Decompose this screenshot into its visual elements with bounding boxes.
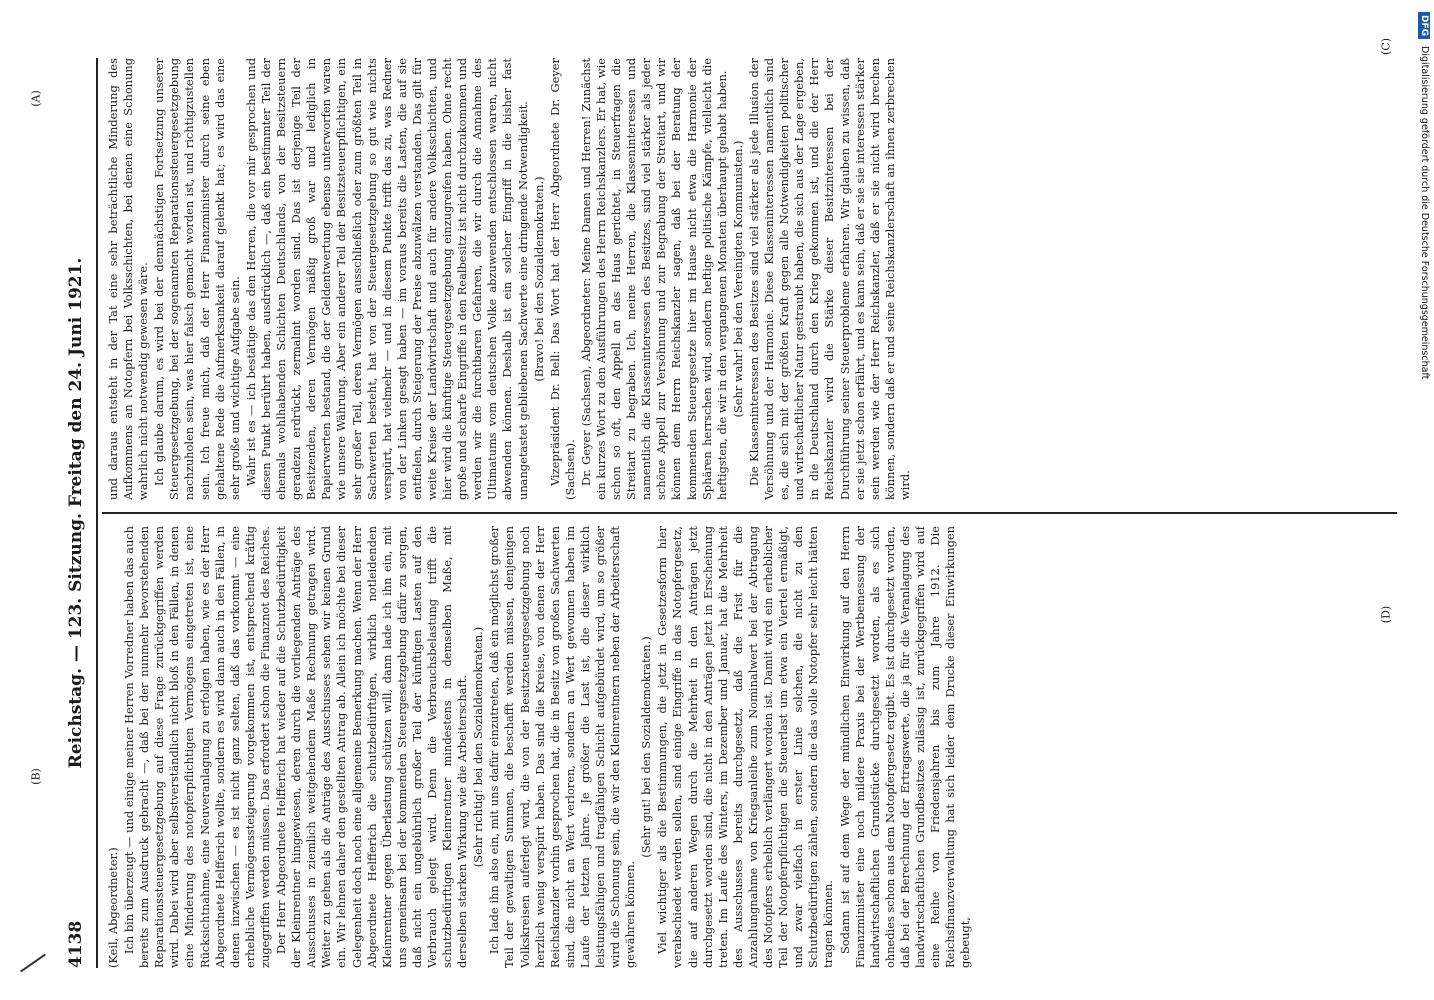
page-header-title: Reichstag. — 123. Sitzung. Freitag den 24. Juni 1921. — [66, 257, 86, 769]
paragraph: und daraus entsteht in der Tat eine sehr beträchtliche Minderung des Aufkommens an Notopfern bei Volksschichten, bei denen eine Schonung wahrlich nicht notwendig gewesen wäre. — [106, 58, 151, 500]
paragraph: Wahr ist es — ich bestätige das den Herren, die vor mir gesprochen und diesen Punkt berührt haben, ausdrücklich —, daß ein bestimmter Teil der ehemals wohlhabenden Schichten Deutschlands, von der Besitzsteuern geradezu erdrückt, zermalmt worden sind. Das ist derjenige Teil der Besitzenden, deren Vermögen mäßig groß war und lediglich in Papierwerten bestand, die der Geldentwertung ebenso unterworfen waren wie unsere Währung. Aber ein anderer Teil der Besitzsteuerpflichtigen, ein sehr großer Teil, deren Vermögen ausschließlich oder zum größten Teil in Sachwerten besteht, hat von der Steuergesetzgebung so gut wie nichts verspürt, hat vielmehr — und in diesem Punkte trifft das zu, was Redner von der Linken gesagt haben — im voraus bereits die Lasten, die auf sie entfielen, durch Steigerung der Preise abzuwälzen verstanden. Das gilt für weite Kreise der Landwirtschaft und auch für andere Volksschichten, und hier wird die künftige Steuergesetzgebung einzugreifen haben. Ohne recht große und scharfe Eingriffe in den Realbesitz ist nicht durchzukommen und werden wir die furchtbaren Gefahren, die wir durch die Annahme des Ultimatums vom deutschen Volke abzuwenden entschlossen waren, nicht abwenden können. Deshalb ist ein solcher Eingriff in die bisher fast unangetastet gebliebenen Sachwerte eine dringende Notwendigkeit. — [243, 58, 530, 500]
digitization-credit — [1418, 12, 1430, 992]
page-number: 4138 — [66, 920, 86, 968]
right-column — [106, 58, 1396, 500]
speaker-tag: (Keil, Abgeordneter.) — [106, 847, 120, 968]
paragraph: Ich bin überzeugt — und einige meiner Herren Vorredner haben das auch bereits zum Ausdruck gebracht —, daß bei der nunmehr bevorstehenden Reparationssteuergesetzgebung auf diese Frage zurückgegriffen werden wird. Dabei wird aber selbstverständlich nicht bloß in den Fällen, in denen eine Minderung des notopferpflichtigen Vermögens eingetreten ist, eine Rücksichtnahme, eine Neuveranlagung zu erfolgen haben, wie es der Herr Abgeordnete Helfferich wollte, sondern es wird dann auch in den Fällen, in denen inzwischen — es ist nicht ganz selten, daß das vorkommt — eine erhebliche Vermögenssteigerung vorgekommen ist, entsprechend kräftig zugegriffen werden müssen. Das erfordert schon die Finanznot des Reiches. — [122, 526, 272, 968]
margin-marker-b: (B) — [29, 768, 43, 785]
pen-mark — [20, 954, 46, 973]
paragraph: Viel wichtiger als die Bestimmungen, die jetzt in Gesetzesform hier verabschiedet werden sollen, sind einige Eingriffe in das Notopfergesetz, die auf anderen Wegen durch die Mehrheit in den Anträgen jetzt durchgesetzt worden sind, die nicht in den Anträgen jetzt in Erscheinung treten. Im Laufe des Winters, im Dezember und Januar, hat die Mehrheit des Ausschusses bereits durchgesetzt, daß die Frist für die Anzahlungnahme von Kriegsanleihe zum Nominalwert bei der Abtragung des Notopfers erheblich verlängert worden ist. Damit wird ein erheblicher Teil der Notopferpflichtigen die Steuerlast um etwa ein Viertel ermäßigt, und zwar vielfach in erster Linie solchen, die nicht zu den Schutzbedürftigen zählen, sondern die das volle Notopfer sehr leicht hätten tragen können. — [655, 526, 836, 968]
paragraph: Ich glaube darum, es wird bei der demnächstigen Fortsetzung unserer Steuergesetzgebung, bei der sogenannten Reparationssteuergesetzgebung nachzuholen sein, was hier falsch gemacht worden ist, und richtigzustellen sein. Ich freue mich, daß der Herr Finanzminister durch seine eben gehaltene Rede die Aufmerksamkeit darauf gelenkt hat; es wird das eine sehr große und wichtige Aufgabe sein. — [152, 58, 242, 500]
interjection: (Sehr gut! bei den Sozialdemokraten.) — [639, 636, 654, 858]
margin-marker-d: (D) — [1379, 605, 1393, 624]
margin-marker-a: (A) — [29, 90, 43, 107]
interjection: (Sehr richtig! bei den Sozialdemokraten.) — [471, 626, 486, 868]
interjection: (Sehr wahr! bei den Vereinigten Kommunisten.) — [730, 140, 745, 418]
left-column — [106, 526, 1396, 968]
dfg-logo: DFG — [1418, 12, 1430, 39]
paragraph: Dr. Geyer (Sachsen), Abgeordneter: Meine Damen und Herren! Zunächst ein kurzes Wort zu den Ausführungen des Herrn Reichskanzlers. Er hat, wie schon so oft, den Appell an das Haus gerichtet, in Steuerfragen die Streitart zu begraben. Ich, meine Herren, die Klasseninteressen und namentlich die Klasseninteressen des Besitzes, sind viel stärker als jeder schöne Appell zur Versöhnung und zur Begrabung der Streitart, und wir können dem Herrn Reichskanzler sagen, daß bei der Beratung der kommenden Steuergesetze hier im Hause nicht etwa die Harmonie der Sphären herrschen wird, sondern heftige politische Kämpfe, vielleicht die heftigsten, die wir in den vergangenen Monaten überhaupt gehabt haben. — [578, 58, 729, 500]
paragraph: Ich lade ihn also ein, mit uns dafür einzutreten, daß ein möglichst großer Teil der gewaltigen Summen, die beschafft werden müssen, denjenigen Volkskreisen auferlegt wird, die von der Besitzsteuergesetzgebung noch herzlich wenig verspürt haben. Das sind die Kreise, von denen der Herr Reichskanzler vorhin gesprochen hat, die in Besitz von großen Sachwerten sind, die nicht an Wert verloren, sondern an Wert gewonnen haben im Laufe der letzten Jahre. Je größer die Last ist, die dieser wirklich leistungsfähigen und tragfähigen Schicht aufgebürdet wird, um so größer wird die Schonung sein, die wir den Kleinrentnern neben der Arbeiterschaft gewähren können. — [487, 526, 638, 968]
paragraph: Der Herr Abgeordnete Helfferich hat wieder auf die Schutzbedürftigkeit der Kleinrentner hingewiesen, deren durch die vorliegenden Anträge des Ausschusses in ziemlich weitgehendem Maße Rechnung getragen wird. Weiter zu gehen als die Anträge des Ausschusses sehen wir keinen Grund ein. Wir lehnen daher den gestellten Antrag ab. Allein ich möchte bei dieser Gelegenheit doch noch eine allgemeine Bemerkung machen. Wenn der Herr Abgeordnete Helfferich die schutzbedürftigen, wirklich notleidenden Kleinrentner gegen Überlastung schützen will, dann lade ich ihn ein, mit uns gemeinsam bei der kommenden Steuergesetzgebung dafür zu sorgen, daß nicht ein ungebührlich großer Teil der künftigen Lasten auf den Verbrauch gelegt wird. Denn die Verbrauchsbelastung trifft die schutzbedürftigen Kleinrentner mindestens in demselben Maße, mit derselben starken Wirkung wie die Arbeiterschaft. — [274, 526, 470, 968]
page-header — [62, 58, 98, 968]
rotated-page-content — [62, 58, 1404, 968]
credit-text: Digitalisierung gefördert durch die Deutsche Forschungsgemeinschaft — [1419, 46, 1430, 380]
margin-marker-c: (C) — [1379, 38, 1393, 55]
column-divider — [102, 512, 1397, 514]
paragraph: Sodann ist auf dem Wege der mündlichen Einwirkung auf den Herrn Finanzminister eine noch mildere Praxis bei der Wertbemessung der landwirtschaftlichen Grundstücke durchgesetzt worden, als es sich ohnedies schon aus dem Notopfergesetz ergibt. Es ist durchgesetzt worden, daß bei der Berechnung der Ertragswerte, die ja für die Veranlagung des landwirtschaftlichen Grundbesitzes zulässig ist, zurückgegriffen wird auf eine Reihe von Friedensjahren bis zum Jahre 1912. Die Reichsfinanzverwaltung hat sich leider dem Drucke dieser Einwirkungen gebeugt, — [837, 526, 973, 968]
paragraph: Die Klasseninteressen des Besitzes sind viel stärker als jede Illusion der Versöhnung und der Harmonie. Diese Klasseninteressen namentlich sind es, die sich mit der größten Kraft gegen alle Notwendigkeiten politischer und wirtschaftlicher Natur gestraubt haben, die sich aus der Lage ergeben, in die Deutschland durch den Krieg gekommen ist, und die der Herr Reichskanzler wird die Stärke dieser Besitzinteressen bei der Durchführung seiner Steuerprobleme erfahren. Wir glauben zu wissen, daß er sie jetzt schon erfährt, und es kann sein, daß er sie sie interessen stärker sein werden wie der Herr Reichskanzler, daß er sie nicht wird brechen können, sondern daß er und seine Reichskanzlerschaft an ihnen zerbrechen wird. — [746, 58, 912, 500]
chair-remark: Vizepräsident Dr. Bell: Das Wort hat der Herr Abgeordnete Dr. Geyer (Sachsen). — [547, 58, 577, 500]
interjection: (Bravo! bei den Sozialdemokraten.) — [531, 176, 546, 382]
